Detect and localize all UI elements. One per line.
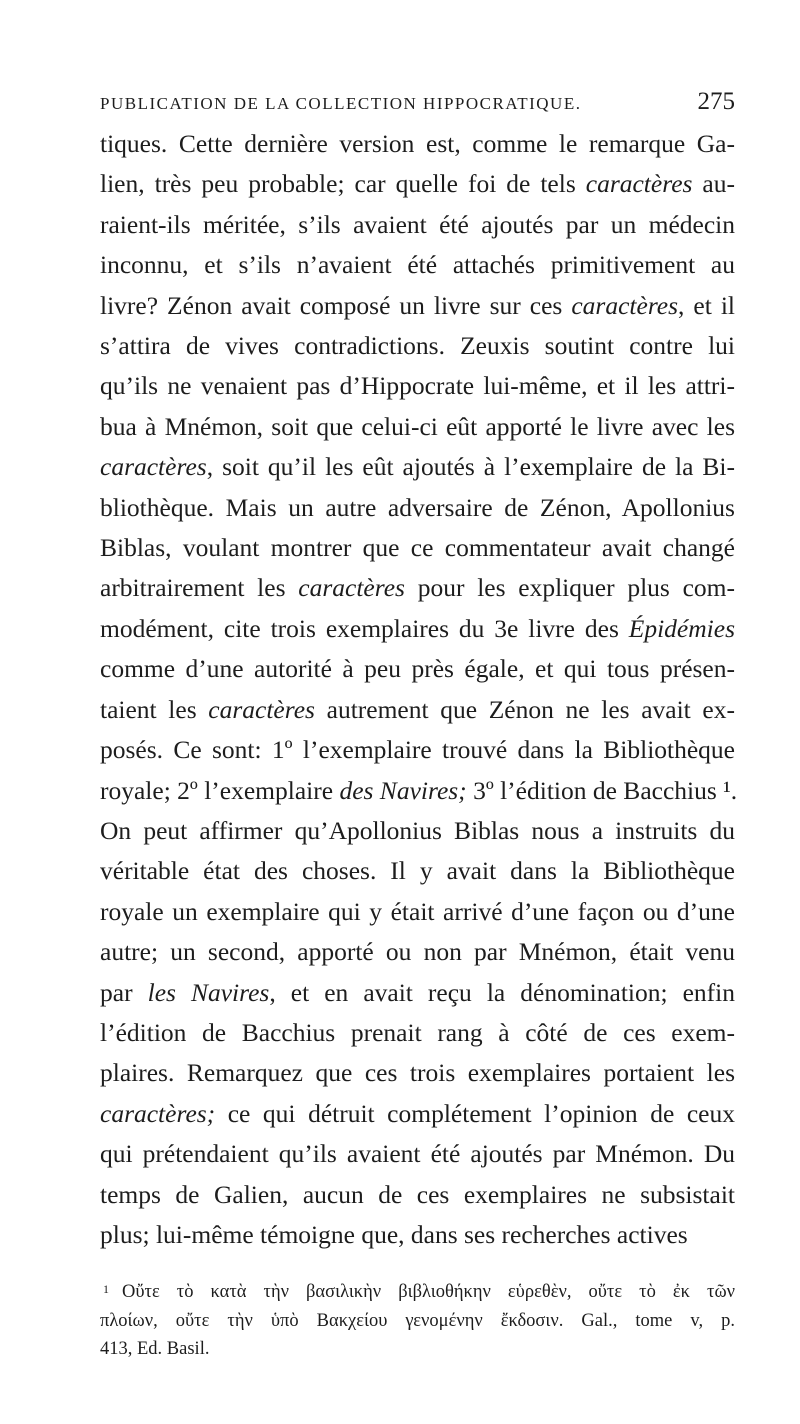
text-run: tiques. Cette dernière version est, comme le remarque Ga- bbox=[100, 129, 735, 158]
text-line bbox=[100, 326, 735, 366]
text-line bbox=[100, 1013, 735, 1053]
text-run: 3º l’édition de Bacchius ¹. bbox=[466, 775, 738, 805]
text-run: l’édition de Bacchius prenait rang à côté de ces exem- bbox=[100, 1017, 735, 1047]
text-line bbox=[100, 528, 735, 568]
text-run: qu’ils ne venaient pas d’Hippocrate lui-même, et il les attri- bbox=[100, 371, 735, 401]
body-text bbox=[100, 124, 738, 1255]
text-run: taient les bbox=[100, 694, 209, 724]
text-run: plaires. Remarquez que ces trois exemplaires portaient les bbox=[100, 1058, 735, 1088]
text-line bbox=[100, 609, 735, 649]
text-run: , soit qu’il les eût ajoutés à l’exemplaire de la Bi- bbox=[206, 452, 735, 482]
text-run: par bbox=[100, 977, 148, 1007]
text-line bbox=[100, 649, 735, 689]
text-line bbox=[100, 286, 735, 326]
footnote-line bbox=[100, 1278, 735, 1307]
page-header bbox=[100, 86, 735, 120]
text-run: véritable état des choses. Il y avait dans la Bibliothèque bbox=[100, 856, 735, 886]
text-line bbox=[100, 1053, 735, 1093]
footnote bbox=[100, 1278, 735, 1364]
text-run: comme d’une autorité à peu près égale, et qui tous présen- bbox=[100, 654, 735, 684]
text-line bbox=[100, 851, 735, 891]
text-line bbox=[100, 205, 735, 245]
text-run: posés. Ce sont: 1º l’exemplaire trouvé dans la Bibliothèque bbox=[100, 735, 735, 765]
text-line bbox=[100, 164, 735, 204]
text-line bbox=[100, 245, 735, 285]
text-line bbox=[100, 447, 735, 487]
italic-text: Épidémies bbox=[628, 613, 735, 643]
text-run: inconnu, et s’ils n’avaient été attachés primitivement au bbox=[100, 250, 735, 280]
text-run: autrement que Zénon ne les avait ex- bbox=[314, 694, 735, 724]
text-run: royale; 2º l’exemplaire bbox=[100, 775, 340, 805]
footnote-line bbox=[100, 1335, 735, 1364]
text-line bbox=[100, 973, 735, 1013]
italic-text: caractères; bbox=[100, 1098, 216, 1128]
text-run: bliothèque. Mais un autre adversaire de Zénon, Apollonius bbox=[100, 492, 735, 522]
running-title: PUBLICATION DE LA COLLECTION HIPPOCRATIQUE. bbox=[100, 94, 582, 113]
page-number: 275 bbox=[697, 88, 735, 115]
text-run: ce qui détruit complétement l’opinion de ceux bbox=[215, 1098, 735, 1128]
text-run: raient-ils méritée, s’ils avaient été ajoutés par un médecin bbox=[100, 209, 735, 239]
text-run: lien, très peu probable; car quelle foi de tels bbox=[100, 169, 586, 199]
text-run: autre; un second, apporté ou non par Mnémon, était venu bbox=[100, 937, 735, 967]
italic-text: caractères bbox=[208, 694, 315, 724]
footnote-text: πλοίων, οὔτε τὴν ὑπὸ Βακχείου γενομένην ἔκδοσιν. Gal., tome v, p. bbox=[100, 1310, 735, 1331]
text-run: s’attira de vives contradictions. Zeuxis soutint contre lui bbox=[100, 331, 735, 361]
text-line bbox=[100, 730, 735, 770]
italic-text: les Navires bbox=[147, 977, 270, 1007]
footnote-line bbox=[100, 1307, 735, 1336]
text-run: plus; lui-même témoigne que, dans ses recherches actives bbox=[100, 1219, 688, 1249]
text-line bbox=[100, 124, 735, 164]
text-line bbox=[100, 568, 735, 608]
text-run: , et en avait reçu la dénomination; enfin bbox=[269, 977, 736, 1007]
text-run: , et il bbox=[678, 290, 735, 320]
italic-text: caractères bbox=[585, 169, 693, 199]
italic-text: des Navires; bbox=[339, 775, 467, 805]
footnote-marker: 1 bbox=[103, 1282, 109, 1296]
text-run: pour les expliquer plus com- bbox=[404, 573, 735, 603]
text-line bbox=[100, 1094, 735, 1134]
text-line bbox=[100, 366, 735, 406]
italic-text: caractères bbox=[100, 452, 207, 482]
italic-text: caractères bbox=[571, 290, 679, 320]
text-line bbox=[100, 1134, 735, 1174]
text-run: livre? Zénon avait composé un livre sur ces bbox=[100, 290, 572, 320]
text-run: Biblas, voulant montrer que ce commentateur avait changé bbox=[100, 533, 735, 563]
text-run: temps de Galien, aucun de ces exemplaires ne subsistait bbox=[100, 1179, 735, 1209]
text-run: au- bbox=[692, 169, 735, 199]
text-run: arbitrairement les bbox=[100, 573, 299, 603]
text-line bbox=[100, 811, 735, 851]
text-line bbox=[100, 932, 735, 972]
text-line bbox=[100, 488, 735, 528]
italic-text: caractères bbox=[298, 573, 405, 603]
text-run: bua à Mnémon, soit que celui-ci eût apporté le livre avec les bbox=[100, 411, 735, 441]
text-line bbox=[100, 407, 735, 447]
text-run: royale un exemplaire qui y était arrivé d’une façon ou d’une bbox=[100, 896, 735, 926]
footnote-text: Οὔτε τὸ κατὰ τὴν βασιλικὴν βιβλιοθήκην εὑρεθὲν, οὔτε τὸ ἐκ τῶν bbox=[122, 1282, 735, 1302]
text-line bbox=[100, 892, 735, 932]
text-line bbox=[100, 1175, 735, 1215]
text-line bbox=[100, 690, 735, 730]
footnote-text: 413, Ed. Basil. bbox=[100, 1339, 210, 1359]
text-run: modément, cite trois exemplaires du 3e livre des bbox=[100, 613, 629, 643]
text-run: qui prétendaient qu’ils avaient été ajoutés par Mnémon. Du bbox=[100, 1139, 735, 1169]
text-run: On peut affirmer qu’Apollonius Biblas nous a instruits du bbox=[100, 815, 735, 845]
text-line bbox=[100, 771, 738, 811]
text-line bbox=[100, 1215, 735, 1255]
